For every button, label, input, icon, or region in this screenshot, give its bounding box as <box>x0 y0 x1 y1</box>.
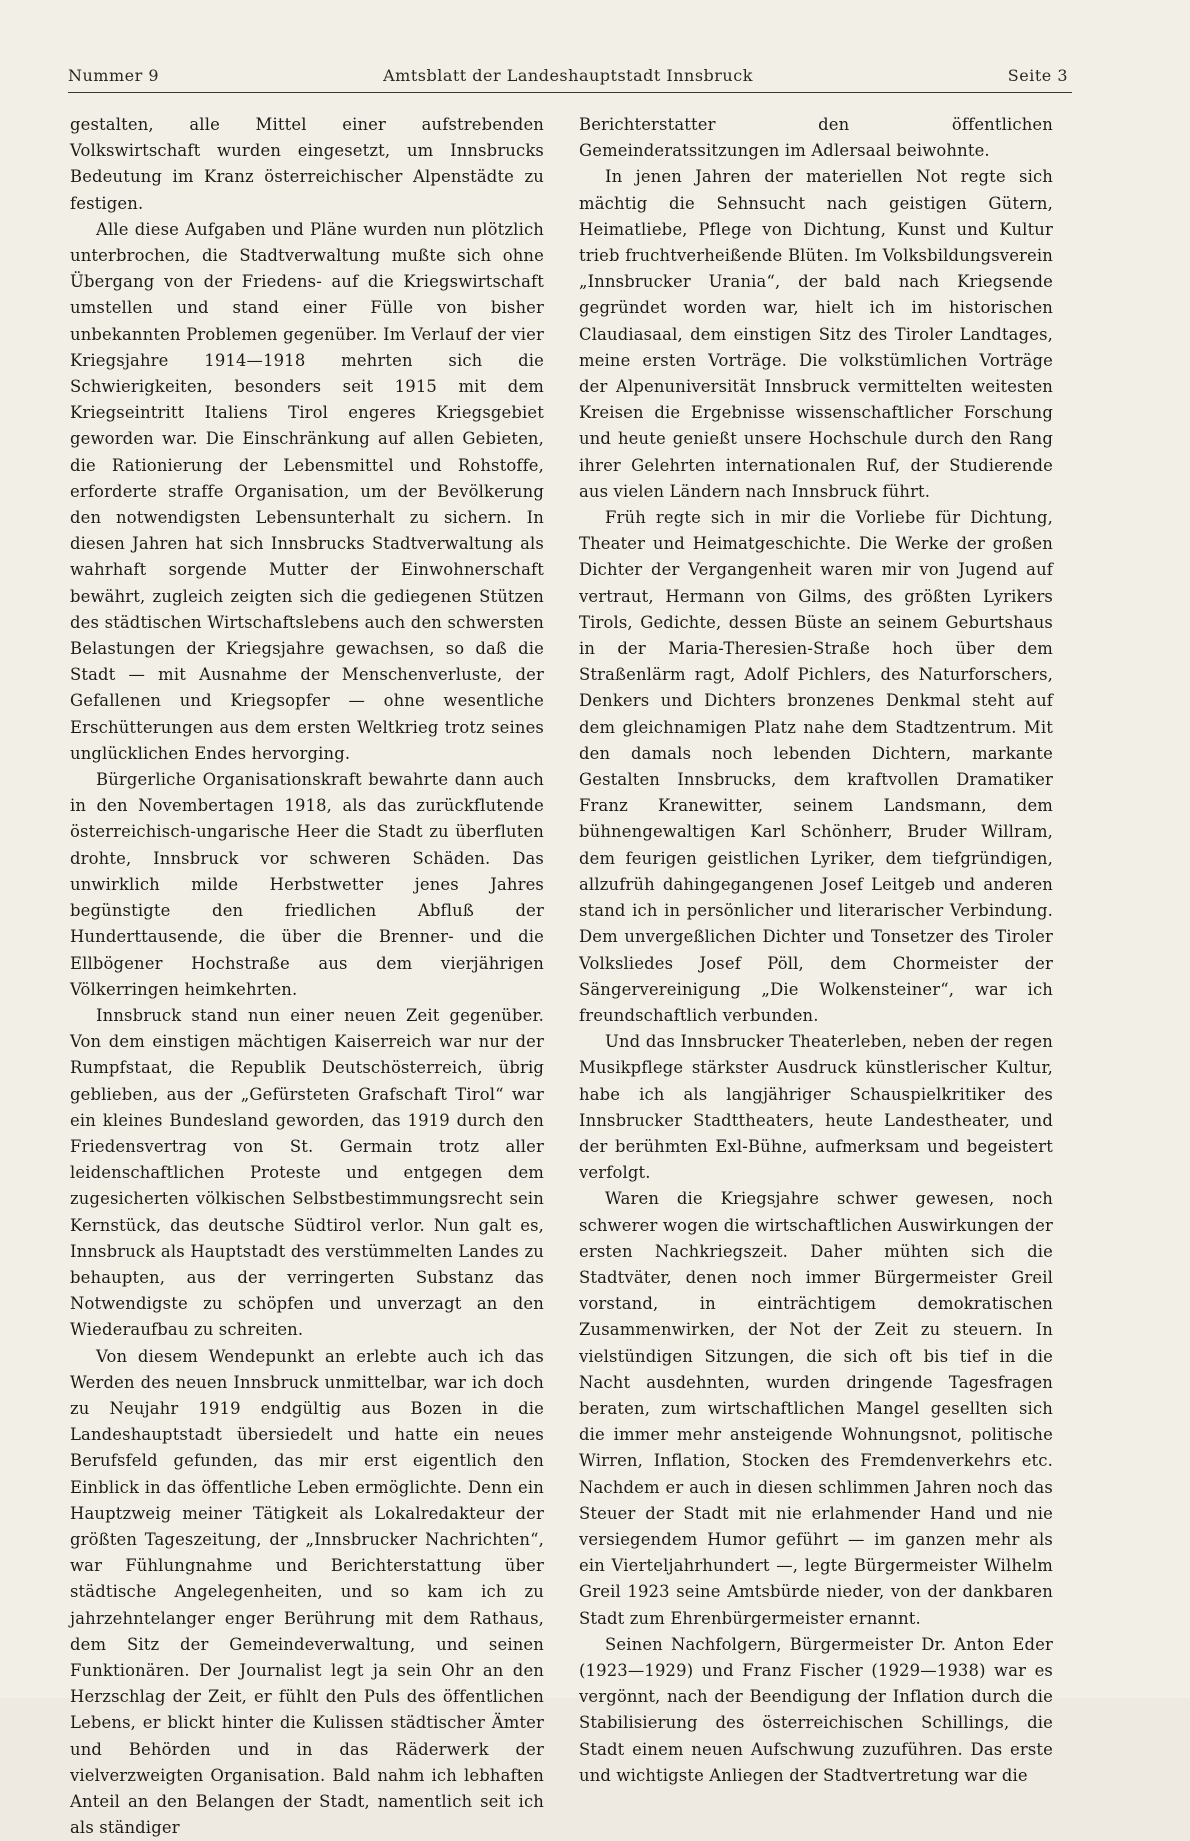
right-column <box>579 112 1053 1789</box>
publication-title: Amtsblatt der Landeshauptstadt Innsbruck <box>383 66 753 85</box>
paragraph: Alle diese Aufgaben und Pläne wurden nun plötzlich unterbrochen, die Stadtverwaltung mußte sich ohne Übergang von der Friedens- auf die Kriegswirtschaft umstellen und stand einer Fülle von bisher unbekannten Problemen gegenüber. Im Verlauf der vier Kriegsjahre 1914—1918 mehrten sich die Schwierigkeiten, besonders seit 1915 mit dem Kriegseintritt Italiens Tirol engeres Kriegsgebiet geworden war. Die Einschränkung auf allen Gebieten, die Rationierung der Lebensmittel und Rohstoffe, erforderte straffe Organisation, um der Bevölkerung den notwendigsten Lebensunterhalt zu sichern. In diesen Jahren hat sich Innsbrucks Stadtverwaltung als wahrhaft sorgende Mutter der Einwohnerschaft bewährt, zugleich zeigten sich die gediegenen Stützen des städtischen Wirtschaftslebens auch den schwersten Belastungen der Kriegsjahre gewachsen, so daß die Stadt — mit Ausnahme der Menschenverluste, der Gefallenen und Kriegsopfer — ohne wesentliche Erschütterungen aus dem ersten Weltkrieg trotz seines unglücklichen Endes hervorging. <box>70 219 544 763</box>
paragraph: Innsbruck stand nun einer neuen Zeit gegenüber. Von dem einstigen mächtigen Kaiserreich war nur der Rumpfstaat, die Republik Deutschösterreich, übrig geblieben, aus der „Gefürsteten Grafschaft Tirol“ war ein kleines Bundesland geworden, das 1919 durch den Friedensvertrag von St. Germain trotz aller leidenschaftlichen Proteste und entgegen dem zugesicherten völkischen Selbstbestimmungsrecht sein Kernstück, das deutsche Südtirol verlor. Nun galt es, Innsbruck als Hauptstadt des verstümmelten Landes zu behaupten, aus der verringerten Substanz das Notwendigste zu schöpfen und unverzagt an den Wiederaufbau zu schreiten. <box>70 1005 544 1340</box>
paragraph: Berichterstatter den öffentlichen Gemeinderatssitzungen im Adlersaal beiwohnte. <box>579 115 1053 161</box>
paragraph: In jenen Jahren der materiellen Not regte sich mächtig die Sehnsucht nach geistigen Gütern, Heimatliebe, Pflege von Dichtung, Kunst und Kultur trieb fruchtverheißende Blüten. Im Volksbildungsverein „Innsbrucker Urania“, der bald nach Kriegsende gegründet worden war, hielt ich im historischen Claudiasaal, dem einstigen Sitz des Tiroler Landtages, meine ersten Vorträge. Die volkstümlichen Vorträge der Alpenuniversität Innsbruck vermittelten weitesten Kreisen die Ergebnisse wissenschaftlicher Forschung und heute genießt unsere Hochschule durch den Rang ihrer Gelehrten internationalen Ruf, der Studierende aus vielen Ländern nach Innsbruck führt. <box>579 167 1053 501</box>
running-head <box>68 66 1068 90</box>
paragraph: Früh regte sich in mir die Vorliebe für Dichtung, Theater und Heimatgeschichte. Die Werke der großen Dichter der Vergangenheit waren mir von Jugend auf vertraut, Hermann von Gilms, des größten Lyrikers Tirols, Gedichte, dessen Büste an seinem Geburtshaus in der Maria-Theresien-Straße hoch über dem Straßenlärm ragt, Adolf Pichlers, des Naturforschers, Denkers und Dichters bronzenes Denkmal steht auf dem gleichnamigen Platz nahe dem Stadtzentrum. Mit den damals noch lebenden Dichtern, markante Gestalten Innsbrucks, dem kraftvollen Dramatiker Franz Kranewitter, seinem Landsmann, dem bühnengewaltigen Karl Schönherr, Bruder Willram, dem feurigen geistlichen Lyriker, dem tiefgründigen, allzufrüh dahingegangenen Josef Leitgeb und anderen stand ich in persönlicher und literarischer Verbindung. Dem unvergeßlichen Dichter und Tonsetzer des Tiroler Volksliedes Josef Pöll, dem Chormeister der Sängervereinigung „Die Wolkensteiner“, war ich freundschaftlich verbunden. <box>579 508 1053 1025</box>
paragraph: Und das Innsbrucker Theaterleben, neben der regen Musikpflege stärkster Ausdruck künstlerischer Kultur, habe ich als langjähriger Schauspielkritiker des Innsbrucker Stadttheaters, heute Landestheater, und der berühmten Exl-Bühne, aufmerksam und begeistert verfolgt. <box>579 1032 1053 1183</box>
header-rule <box>68 92 1072 93</box>
left-column <box>70 112 544 1841</box>
page-number: Seite 3 <box>1007 66 1068 85</box>
paragraph: Von diesem Wendepunkt an erlebte auch ich das Werden des neuen Innsbruck unmittelbar, war ich doch zu Neujahr 1919 endgültig aus Bozen in die Landeshauptstadt übersiedelt und hatte ein neues Berufsfeld gefunden, das mir erst eigentlich den Einblick in das öffentliche Leben ermöglichte. Denn ein Hauptzweig meiner Tätigkeit als Lokalredakteur der größten Tageszeitung, der „Innsbrucker Nachrichten“, war Fühlungnahme und Berichterstattung über städtische Angelegenheiten, und so kam ich zu jahrzehntelanger enger Berührung mit dem Rathaus, dem Sitz der Gemeindeverwaltung, und seinen Funktionären. Der Journalist legt ja sein Ohr an den Herzschlag der Zeit, er fühlt den Puls des öffentlichen Lebens, er blickt hinter die Kulissen städtischer Ämter und Behörden und in das Räderwerk der vielverzweigten Organisation. Bald nahm ich lebhaften Anteil an den Belangen der Stadt, namentlich seit ich als ständiger <box>70 1346 544 1838</box>
paragraph: Bürgerliche Organisationskraft bewahrte dann auch in den Novembertagen 1918, als das zurückflutende österreichisch-ungarische Heer die Stadt zu überfluten drohte, Innsbruck vor schweren Schäden. Das unwirklich milde Herbstwetter jenes Jahres begünstigte den friedlichen Abfluß der Hunderttausende, die über die Brenner- und die Ellbögener Hochstraße aus dem vierjährigen Völkerringen heimkehrten. <box>70 770 544 999</box>
paragraph: Seinen Nachfolgern, Bürgermeister Dr. Anton Eder (1923—1929) und Franz Fischer (1929—1938) war es vergönnt, nach der Beendigung der Inflation durch die Stabilisierung des österreichischen Schillings, die Stadt einem neuen Aufschwung zuzuführen. Das erste und wichtigste Anliegen der Stadtvertretung war die <box>579 1634 1053 1785</box>
paragraph: Waren die Kriegsjahre schwer gewesen, noch schwerer wogen die wirtschaftlichen Auswirkungen der ersten Nachkriegszeit. Daher mühten sich die Stadtväter, denen noch immer Bürgermeister Greil vorstand, in einträchtigem demokratischen Zusammenwirken, der Not der Zeit zu steuern. In vielstündigen Sitzungen, die sich oft bis tief in die Nacht ausdehnten, wurden dringende Tagesfragen beraten, zum wirtschaftlichen Mangel gesellten sich die immer mehr ansteigende Wohnungsnot, politische Wirren, Inflation, Stocken des Fremdenverkehrs etc. Nachdem er auch in diesen schlimmen Jahren noch das Steuer der Stadt mit nie erlahmender Hand und nie versiegendem Humor geführt — im ganzen mehr als ein Vierteljahrhundert —, legte Bürgermeister Wilhelm Greil 1923 seine Amtsbürde nieder, von der dankbaren Stadt zum Ehrenbürgermeister ernannt. <box>579 1189 1053 1628</box>
issue-number: Nummer 9 <box>68 66 160 85</box>
paragraph: gestalten, alle Mittel einer aufstrebenden Volkswirtschaft wurden eingesetzt, um Innsbrucks Bedeutung im Kranz österreichischer Alpenstädte zu festigen. <box>70 115 544 213</box>
